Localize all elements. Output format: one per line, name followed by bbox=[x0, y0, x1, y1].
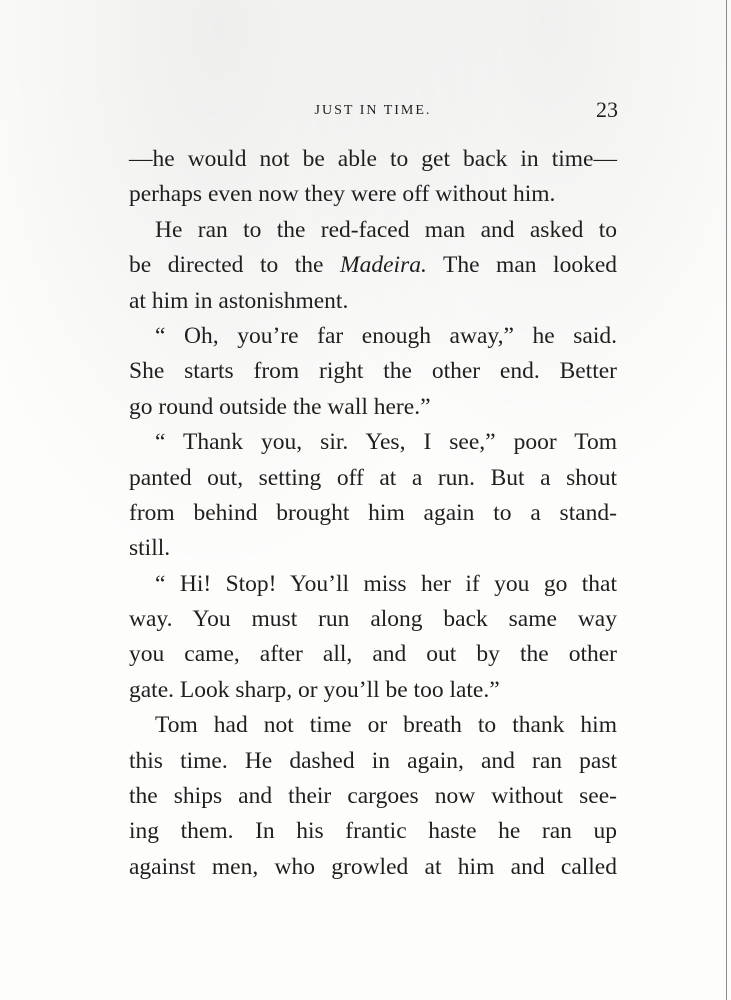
text-line: gate. Look sharp, or you’ll be too late.” bbox=[129, 676, 500, 703]
text-line: at him in astonishment. bbox=[129, 287, 349, 314]
page-edge-line bbox=[726, 0, 727, 1000]
body-text bbox=[129, 142, 617, 885]
text-line: ing them. In his frantic haste he ran up bbox=[129, 818, 617, 845]
text-line: She starts from right the other end. Better bbox=[129, 358, 617, 385]
text-line: perhaps even now they were off without him. bbox=[129, 181, 556, 208]
text-line: “ Oh, you’re far enough away,” he said. bbox=[155, 322, 617, 349]
running-title: JUST IN TIME. bbox=[314, 103, 432, 118]
text-line: from behind brought him again to a stand- bbox=[129, 499, 617, 526]
text-line: you came, after all, and out by the other bbox=[129, 641, 617, 668]
text-line: way. You must run along back same way bbox=[129, 606, 617, 633]
text-line: “ Hi! Stop! You’ll miss her if you go that bbox=[155, 570, 617, 597]
text-line: panted out, setting off at a run. But a shout bbox=[129, 464, 617, 491]
page-number: 23 bbox=[596, 97, 618, 122]
text-line: Tom had not time or breath to thank him bbox=[155, 712, 617, 739]
text-line-with-italic bbox=[129, 248, 617, 283]
ship-name: Madeira. bbox=[340, 252, 427, 279]
text-line: this time. He dashed in again, and ran past bbox=[129, 747, 617, 774]
text-line: the ships and their cargoes now without see- bbox=[129, 783, 617, 810]
text-line: against men, who growled at him and called bbox=[129, 853, 617, 880]
text-segment: be directed to the bbox=[129, 252, 324, 279]
text-line: still. bbox=[129, 535, 171, 562]
text-line: He ran to the red-faced man and asked to bbox=[155, 216, 617, 243]
text-line: —he would not be able to get back in time— bbox=[129, 146, 617, 172]
text-segment: The man looked bbox=[426, 252, 618, 279]
text-line: go round outside the wall here.” bbox=[129, 393, 431, 420]
text-line: “ Thank you, sir. Yes, I see,” poor Tom bbox=[155, 429, 617, 456]
running-head bbox=[128, 97, 618, 125]
